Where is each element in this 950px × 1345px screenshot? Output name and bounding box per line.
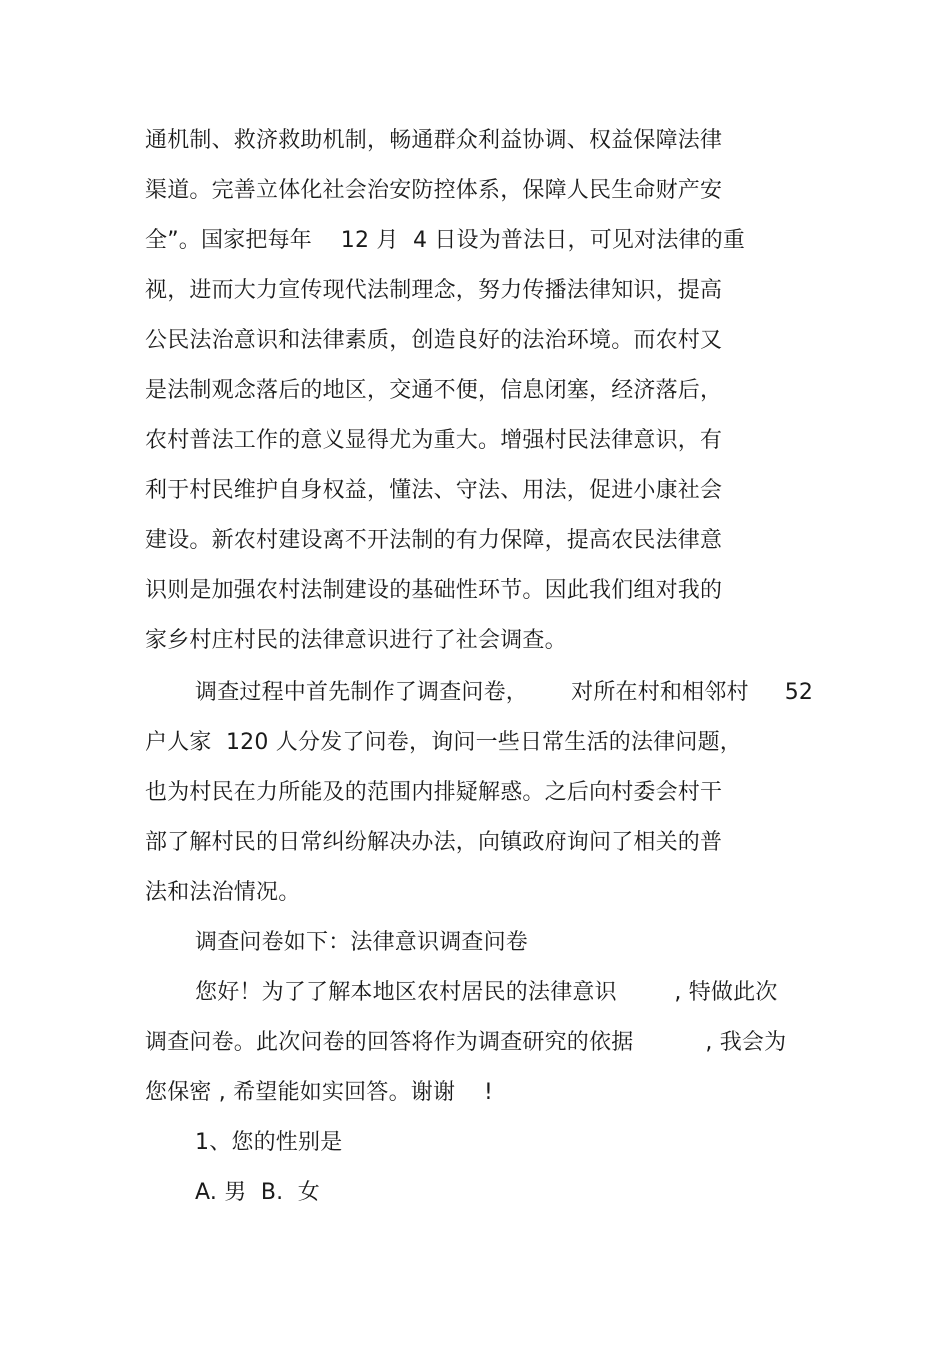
greeting-text-line: 您保密 , 希望能如实回答。谢谢 ! [145,1080,493,1105]
body-text-line: 识则是加强农村法制建设的基础性环节。因此我们组对我的 [145,578,723,603]
greeting-text-line: 您好！为了了解本地区农村居民的法律意识 , 特做此次 [195,980,778,1005]
question-1: 1、您的性别是 [195,1130,343,1155]
body-text-line: 通机制、救济救助机制，畅通群众利益协调、权益保障法律 [145,128,723,153]
questionnaire-heading: 调查问卷如下：法律意识调查问卷 [195,930,529,955]
body-text-line: 利于村民维护自身权益，懂法、守法、用法，促进小康社会 [145,478,723,503]
body-text-line: 渠道。完善立体化社会治安防控体系，保障人民生命财产安 [145,178,723,203]
body-text-line: 公民法治意识和法律素质，创造良好的法治环境。而农村又 [145,328,723,353]
body-text-line: 建设。新农村建设离不开法制的有力保障，提高农民法律意 [145,528,723,553]
body-text-line: 全”。国家把每年 12 月 4 日设为普法日，可见对法律的重 [145,228,746,253]
body-text-line: 也为村民在力所能及的范围内排疑解惑。之后向村委会村干 [145,780,723,805]
greeting-text-line: 调查问卷。此次问卷的回答将作为调查研究的依据 , 我会为 [145,1030,787,1055]
body-text-line: 农村普法工作的意义显得尤为重大。增强村民法律意识，有 [145,428,723,453]
body-text-line: 部了解村民的日常纠纷解决办法，向镇政府询问了相关的普 [145,830,723,855]
body-text-line: 视，进而大力宣传现代法制理念，努力传播法律知识，提高 [145,278,723,303]
body-text-line: 家乡村庄村民的法律意识进行了社会调查。 [145,628,567,653]
body-text-line: 是法制观念落后的地区，交通不便，信息闭塞，经济落后， [145,378,723,403]
body-text-line: 法和法治情况。 [145,880,301,905]
body-text-line: 户人家 120 人分发了问卷，询问一些日常生活的法律问题， [145,730,742,755]
question-1-options: A. 男 B. 女 [195,1180,320,1205]
body-text-line: 调查过程中首先制作了调查问卷， 对所在村和相邻村 52 [195,680,814,705]
